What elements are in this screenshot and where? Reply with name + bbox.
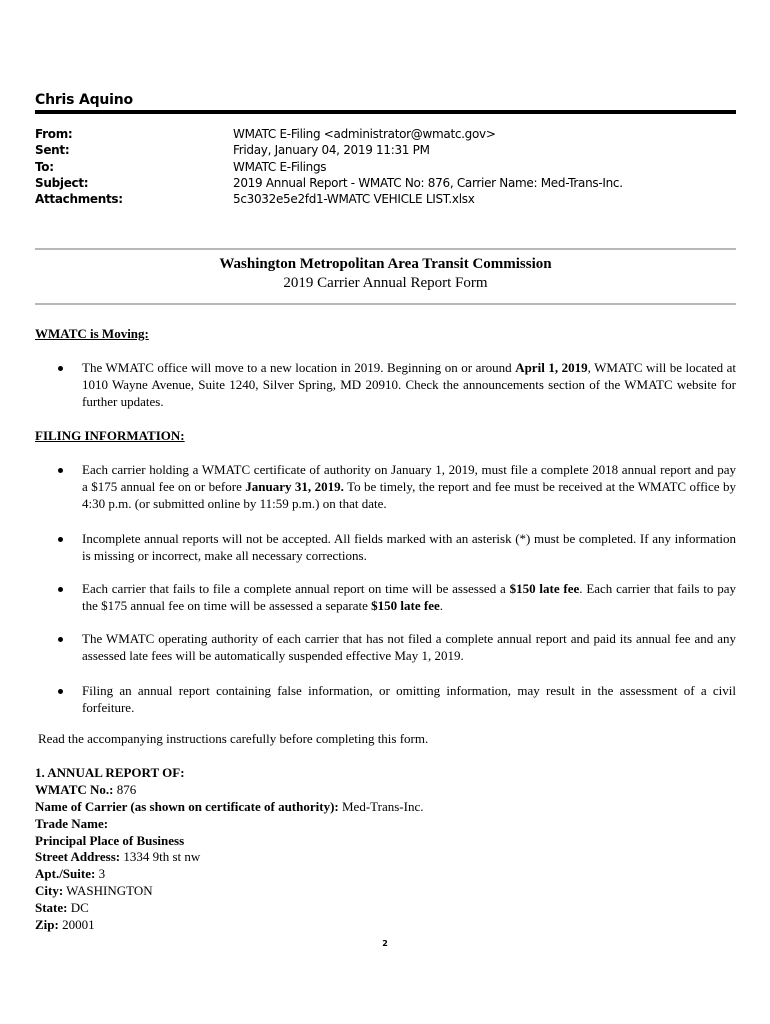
report-value: 20001 <box>58 917 95 933</box>
text-segment: To be timely, the report and fee must be received at the WMATC office by 4:30 p.m. (or submitted online by 11:59 p.m.) on that date. <box>82 479 736 511</box>
text-segment: . <box>439 598 443 613</box>
filing-item <box>82 530 736 564</box>
bullet-icon <box>58 689 66 697</box>
principal-place-row <box>35 833 423 850</box>
email-header <box>35 126 736 207</box>
sender-name: Chris Aquino <box>35 92 133 108</box>
from-value: WMATC E-Filing <administrator@wmatc.gov> <box>233 127 496 141</box>
from-label: From: <box>35 127 73 141</box>
email-header-row <box>35 126 736 142</box>
bullet-icon <box>58 468 66 476</box>
page-number: 2 <box>382 939 388 948</box>
report-value: Med-Trans-Inc. <box>338 798 424 814</box>
sent-label: Sent: <box>35 143 70 158</box>
emphasis-text: January 31, 2019. <box>245 479 344 494</box>
report-label: 1. ANNUAL REPORT OF: <box>35 765 185 780</box>
filing-heading: FILING INFORMATION: <box>35 428 185 443</box>
attachments-label: Attachments: <box>35 192 123 207</box>
text-segment: The WMATC operating authority of each carrier that has not filed a complete annual report and paid its annual fee and any assessed late fees will be automatically suspended effective May 1, 2019. <box>82 631 736 663</box>
report-value: 1334 9th st nw <box>120 849 201 865</box>
moving-heading: WMATC is Moving: <box>35 326 149 341</box>
state-row <box>35 900 423 917</box>
filing-item <box>82 630 736 664</box>
trade-name-row <box>35 816 423 833</box>
attachment-filename[interactable]: 5c3032e5e2fd1-WMATC VEHICLE LIST.xlsx <box>233 192 475 207</box>
email-header-row <box>35 159 736 175</box>
annual-report-fields <box>35 765 423 934</box>
bullet-icon <box>58 637 66 645</box>
report-label: Apt./Suite: <box>35 866 96 882</box>
report-label: Name of Carrier (as shown on certificate of authority): <box>35 798 339 814</box>
city-row <box>35 883 423 900</box>
filing-item <box>82 461 736 512</box>
text-segment: . Each carrier that fails to pay the $175 annual fee on time will be assessed a separate <box>82 581 736 613</box>
wmatc-number-row <box>35 782 423 799</box>
bullet-icon <box>58 366 66 374</box>
form-title: Washington Metropolitan Area Transit Commission <box>219 256 552 272</box>
text-segment: Each carrier holding a WMATC certificate of authority on January 1, 2019, must file a complete 2018 annual report and pay a $175 annual fee on or before <box>82 462 736 494</box>
report-label: Principal Place of Business <box>35 832 185 848</box>
report-label: State: <box>35 900 68 916</box>
moving-item <box>82 359 736 410</box>
report-value: 3 <box>95 866 106 882</box>
subject-value: 2019 Annual Report - WMATC No: 876, Carrier Name: Med-Trans-Inc. <box>233 175 623 190</box>
filing-item <box>82 580 736 614</box>
bullet-icon <box>58 537 66 545</box>
to-label: To: <box>35 159 54 174</box>
report-label: WMATC No.: <box>35 781 114 797</box>
report-label: Trade Name: <box>35 815 109 831</box>
report-value: WASHINGTON <box>63 883 153 899</box>
form-bottom-divider <box>35 303 736 305</box>
form-top-divider <box>35 248 736 250</box>
to-value: WMATC E-Filings <box>233 159 327 174</box>
text-segment: , WMATC will be located at 1010 Wayne Avenue, Suite 1240, Silver Spring, MD 20910. Check the announcements section of the WMATC website for further updates. <box>82 360 736 409</box>
sent-value: Friday, January 04, 2019 11:31 PM <box>233 143 430 158</box>
subject-label: Subject: <box>35 175 89 190</box>
zip-row <box>35 917 423 934</box>
text-segment: Incomplete annual reports will not be accepted. All fields marked with an asterisk (*) must be completed. If any information is missing or incorrect, make all necessary corrections. <box>82 531 736 563</box>
report-heading <box>35 765 423 782</box>
sender-divider <box>35 110 736 114</box>
bullet-icon <box>58 587 66 595</box>
carrier-name-row <box>35 799 423 816</box>
emphasis-text: April 1, 2019 <box>515 360 588 375</box>
text-segment: The WMATC office will move to a new location in 2019. Beginning on or around <box>82 360 516 375</box>
text-segment: Each carrier that fails to file a complete annual report on time will be assessed a <box>82 581 510 596</box>
emphasis-text: $150 late fee <box>371 598 440 613</box>
emphasis-text: $150 late fee <box>509 581 580 596</box>
report-label: City: <box>35 883 64 899</box>
form-subtitle: 2019 Carrier Annual Report Form <box>283 275 488 291</box>
report-value: 876 <box>113 781 137 797</box>
instruction-text: Read the accompanying instructions carefully before completing this form. <box>38 731 429 746</box>
email-header-row <box>35 191 736 207</box>
report-value: DC <box>67 900 89 916</box>
street-address-row <box>35 849 423 866</box>
report-label: Street Address: <box>35 849 121 865</box>
report-label: Zip: <box>35 917 59 933</box>
filing-item <box>82 682 736 716</box>
apt-suite-row <box>35 866 423 883</box>
text-segment: Filing an annual report containing false information, or omitting information, may result in the assessment of a civil forfeiture. <box>82 683 736 715</box>
email-header-row <box>35 175 736 191</box>
email-header-row <box>35 142 736 158</box>
